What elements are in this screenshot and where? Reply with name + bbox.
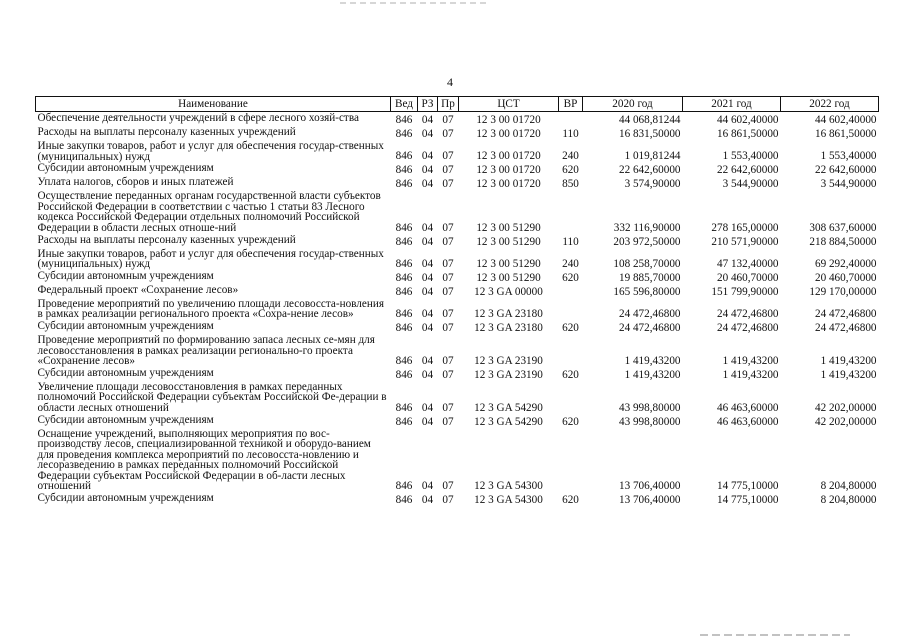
row-rz: 04 [421,257,434,270]
header-pr: Пр [438,97,459,112]
row-2022: 218 884,50000 [809,235,877,248]
table-row [36,126,879,140]
table-header-row [36,97,879,112]
row-rz: 04 [421,271,434,284]
row-name: Проведение мероприятий по увеличению площади лесовосста-новления в рамках реализации регионального проекта «Сохра-нение лесов» [37,297,384,321]
row-cst: 12 3 00 51290 [476,221,541,234]
row-2021: 1 419,43200 [722,368,779,381]
table-row [36,367,879,381]
row-2021: 46 463,60000 [716,401,779,414]
row-ved: 846 [395,307,413,320]
row-rz: 04 [421,321,434,334]
row-vr: 620 [562,415,579,428]
row-cst: 12 3 00 01720 [476,114,541,126]
row-ved: 846 [395,368,413,381]
row-rz: 04 [421,494,434,507]
table-row [36,492,879,506]
row-vr [559,190,583,233]
row-2021: 47 132,40000 [716,257,779,270]
row-pr: 07 [442,285,454,298]
row-pr: 07 [442,221,454,234]
row-cst: 12 3 00 51290 [476,271,541,284]
row-cst: 12 3 00 01720 [476,128,541,140]
row-ved: 846 [395,285,413,298]
row-ved: 846 [395,494,413,507]
table-row [36,284,879,298]
row-pr: 07 [442,114,454,126]
scan-artifact-bottom [700,634,850,636]
row-2020: 22 642,60000 [618,164,681,177]
row-ved: 846 [395,321,413,334]
table-row [36,320,879,334]
row-2020: 44 068,81244 [618,114,681,126]
row-pr: 07 [442,354,454,367]
row-ved: 846 [395,150,413,163]
row-2022: 20 460,70000 [814,271,877,284]
row-pr: 07 [442,257,454,270]
row-2020: 43 998,80000 [618,415,681,428]
table-row [36,334,879,367]
table-body [36,112,879,507]
row-2022: 42 202,00000 [814,401,877,414]
row-2022: 69 292,40000 [814,257,877,270]
row-cst: 12 3 00 01720 [476,150,541,163]
table-row [36,190,879,233]
header-name: Наименование [36,97,391,112]
row-ved: 846 [395,480,413,493]
table-row [36,162,879,176]
row-rz: 04 [421,235,434,248]
row-ved: 846 [395,178,413,191]
row-2022: 1 419,43200 [820,354,877,367]
row-rz: 04 [421,221,434,234]
row-rz: 04 [421,285,434,298]
row-2022: 308 637,60000 [809,221,877,234]
row-name: Осуществление переданных органам государственной власти субъектов Российской Федерации в соответствии с частью 1 статьи 83 Лесного кодекса Российской Федерации отдельных полномочий Российской Федерации в области лесных отноше-ний [37,190,381,234]
row-pr: 07 [442,480,454,493]
row-ved: 846 [395,128,413,140]
header-ved: Вед [391,97,418,112]
table-row [36,176,879,190]
row-cst: 12 3 00 51290 [476,257,541,270]
row-cst: 12 3 GA 23180 [474,307,543,320]
row-2020: 24 472,46800 [618,307,681,320]
row-name: Субсидии автономным учреждениям [37,413,214,426]
table-row [36,140,879,162]
row-pr: 07 [442,321,454,334]
row-cst: 12 3 GA 00000 [474,285,543,298]
row-cst: 12 3 00 01720 [476,178,541,191]
header-2021: 2021 год [683,97,781,112]
row-2021: 14 775,10000 [716,494,779,507]
row-vr: 110 [562,235,579,248]
row-name: Оснащение учреждений, выполняющих мероприятия по вос-производству лесов, специализированной техникой и оборудо-ванием для проведения комплекса мероприятий по лесовосста-новлению и лесоразведению в рамках переданных полномочий Российской Федерации субъектам Российской Федерации в об-ласти лесных отношений [37,427,371,493]
row-2020: 1 019,81244 [624,150,681,163]
row-vr [559,334,583,367]
row-2021: 278 165,00000 [711,221,779,234]
row-2020: 1 419,43200 [624,368,681,381]
row-2022: 22 642,60000 [814,164,877,177]
row-pr: 07 [442,368,454,381]
row-2021: 20 460,70000 [716,271,779,284]
row-2020: 19 885,70000 [618,271,681,284]
row-name: Субсидии автономным учреждениям [37,366,214,379]
row-2022: 1 553,40000 [820,150,877,163]
row-2022: 24 472,46800 [814,321,877,334]
row-2021: 210 571,90000 [711,235,779,248]
row-pr: 07 [442,494,454,507]
row-vr [559,381,583,414]
row-pr: 07 [442,128,454,140]
row-rz: 04 [421,128,434,140]
row-name: Расходы на выплаты персоналу казенных учреждений [37,233,296,246]
row-cst: 12 3 GA 23190 [474,368,543,381]
row-cst: 12 3 00 51290 [476,235,541,248]
row-vr: 240 [562,257,579,270]
row-rz: 04 [421,368,434,381]
row-name: Проведение мероприятий по формированию запаса лесных се-мян для лесовосстановления в рамках реализации регионально-го проекта «Сохранение лесов» [37,333,375,368]
row-name: Субсидии автономным учреждениям [37,492,214,505]
row-rz: 04 [421,307,434,320]
table-row [36,414,879,428]
table-row [36,234,879,248]
row-pr: 07 [442,164,454,177]
row-2021: 24 472,46800 [716,307,779,320]
row-2021: 22 642,60000 [716,164,779,177]
row-2022: 8 204,80000 [820,480,877,493]
row-2021: 3 544,90000 [722,178,779,191]
row-ved: 846 [395,235,413,248]
row-2022: 24 472,46800 [814,307,877,320]
row-rz: 04 [421,354,434,367]
row-vr [559,112,583,127]
row-2020: 24 472,46800 [618,321,681,334]
row-pr: 07 [442,178,454,191]
row-rz: 04 [421,164,434,177]
row-2021: 24 472,46800 [716,321,779,334]
header-vr: ВР [559,97,583,112]
row-name: Расходы на выплаты персоналу казенных учреждений [37,126,296,138]
row-vr [559,428,583,493]
scan-artifact-top [340,2,490,4]
header-cst: ЦСТ [459,97,559,112]
table-row [36,298,879,320]
row-pr: 07 [442,401,454,414]
table-row [36,248,879,270]
row-2020: 43 998,80000 [618,401,681,414]
row-pr: 07 [442,150,454,163]
row-vr: 620 [562,271,579,284]
row-vr: 240 [562,150,579,163]
row-vr: 850 [562,178,579,191]
row-2021: 44 602,40000 [716,114,779,126]
row-pr: 07 [442,271,454,284]
row-name: Иные закупки товаров, работ и услуг для обеспечения государ-ственных (муниципальных) нужд [37,247,384,271]
row-2021: 16 861,50000 [716,128,779,140]
row-2022: 1 419,43200 [820,368,877,381]
row-rz: 04 [421,415,434,428]
row-rz: 04 [421,401,434,414]
row-name: Увеличение площади лесовосстановления в рамках переданных полномочий Российской Федерации субъектам Российской Фе-дерации в области лесных отношений [37,380,387,414]
row-2020: 332 116,90000 [613,221,681,234]
row-2022: 8 204,80000 [820,494,877,507]
row-2022: 16 861,50000 [814,128,877,140]
row-vr: 620 [562,368,579,381]
row-name: Субсидии автономным учреждениям [37,269,214,282]
row-name: Субсидии автономным учреждениям [37,319,214,332]
row-2020: 108 258,70000 [613,257,681,270]
row-2020: 203 972,50000 [613,235,681,248]
row-cst: 12 3 GA 23180 [474,321,543,334]
row-ved: 846 [395,164,413,177]
row-2021: 151 799,90000 [711,285,779,298]
row-2020: 16 831,50000 [618,128,681,140]
row-name: Иные закупки товаров, работ и услуг для обеспечения государ-ственных (муниципальных) нужд [37,140,384,163]
row-rz: 04 [421,178,434,191]
row-vr: 620 [562,164,579,177]
row-2021: 14 775,10000 [716,480,779,493]
row-2021: 1 553,40000 [722,150,779,163]
row-cst: 12 3 GA 54290 [474,415,543,428]
header-2022: 2022 год [781,97,879,112]
row-pr: 07 [442,307,454,320]
row-ved: 846 [395,354,413,367]
row-ved: 846 [395,257,413,270]
row-rz: 04 [421,150,434,163]
row-2022: 129 170,00000 [809,285,877,298]
row-rz: 04 [421,480,434,493]
row-rz: 04 [421,114,434,126]
row-ved: 846 [395,271,413,284]
row-name: Обеспечение деятельности учреждений в сфере лесного хозяй-ства [37,112,359,124]
row-2020: 13 706,40000 [618,494,681,507]
row-ved: 846 [395,221,413,234]
table-row [36,112,879,127]
row-ved: 846 [395,415,413,428]
header-2020: 2020 год [583,97,683,112]
row-2020: 3 574,90000 [624,178,681,191]
row-2021: 46 463,60000 [716,415,779,428]
row-ved: 846 [395,114,413,126]
row-pr: 07 [442,415,454,428]
row-name: Федеральный проект «Сохранение лесов» [37,283,239,296]
row-vr: 620 [562,321,579,334]
row-vr [559,298,583,320]
row-2020: 13 706,40000 [618,480,681,493]
header-rz: РЗ [418,97,438,112]
row-cst: 12 3 00 01720 [476,164,541,177]
row-cst: 12 3 GA 54290 [474,401,543,414]
row-2022: 42 202,00000 [814,415,877,428]
row-cst: 12 3 GA 54300 [474,480,543,493]
row-name: Субсидии автономным учреждениям [37,162,214,175]
table-row [36,270,879,284]
row-vr: 620 [562,494,579,507]
table-row [36,428,879,493]
row-vr: 110 [562,128,579,140]
row-cst: 12 3 GA 54300 [474,494,543,507]
row-2020: 165 596,80000 [613,285,681,298]
page-number: 4 [447,75,453,89]
row-pr: 07 [442,235,454,248]
row-2021: 1 419,43200 [722,354,779,367]
row-name: Уплата налогов, сборов и иных платежей [37,176,234,189]
row-vr [559,284,583,298]
row-2022: 44 602,40000 [814,114,877,126]
table-row [36,381,879,414]
row-cst: 12 3 GA 23190 [474,354,543,367]
row-ved: 846 [395,401,413,414]
budget-table [35,96,879,506]
row-2020: 1 419,43200 [624,354,681,367]
row-2022: 3 544,90000 [820,178,877,191]
